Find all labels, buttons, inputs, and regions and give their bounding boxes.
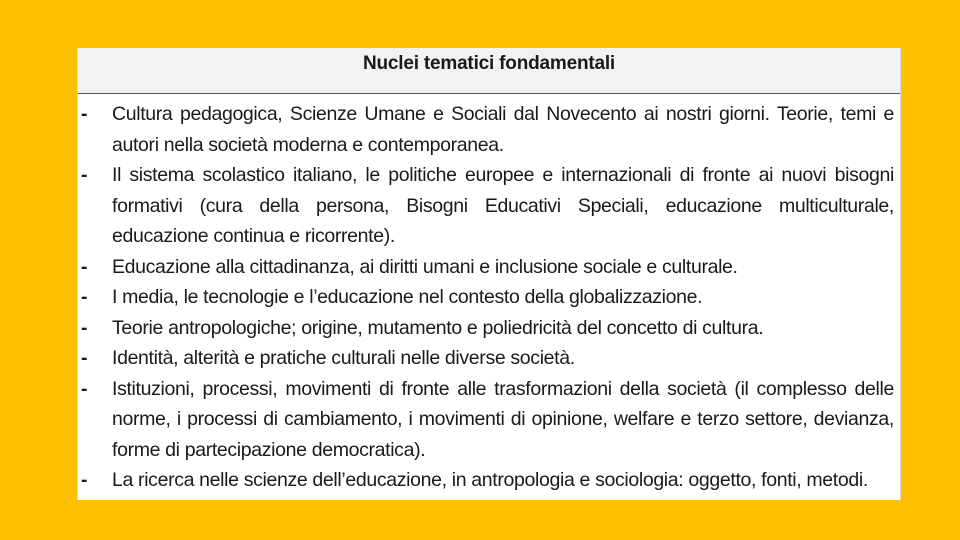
table-header <box>78 48 900 94</box>
list-item <box>78 282 894 313</box>
list-item-text: Identità, alterità e pratiche culturali nelle diverse società. <box>112 347 575 369</box>
dash-bullet: - <box>81 469 88 491</box>
dash-bullet: - <box>81 164 88 186</box>
list-item-text: I media, le tecnologie e l’educazione nel contesto della globalizzazione. <box>112 286 703 308</box>
table-title: Nuclei tematici fondamentali <box>362 53 615 74</box>
list-item <box>78 252 894 283</box>
list-item <box>78 160 894 252</box>
list-item <box>78 343 894 374</box>
list-item <box>78 313 894 344</box>
dash-bullet: - <box>81 286 88 308</box>
list-item <box>78 99 894 160</box>
list-item-text: Istituzioni, processi, movimenti di fronte alle trasformazioni della società (il complesso delle norme, i processi di cambiamento, i movimenti di opinione, welfare e terzo settore, devianza, forme di partecipazione democratica). <box>112 377 894 461</box>
list-item-text: La ricerca nelle scienze dell’educazione, in antropologia e sociologia: oggetto, fonti, metodi. <box>112 469 868 491</box>
list-item-text: Il sistema scolastico italiano, le politiche europee e internazionali di fronte ai nuovi bisogni formativi (cura della persona, Bisogni Educativi Speciali, educazione multiculturale, educazione continua e ricorrente). <box>112 164 894 247</box>
list-item-text: Cultura pedagogica, Scienze Umane e Sociali dal Novecento ai nostri giorni. Teorie, temi e autori nella società moderna e contemporanea. <box>112 103 894 156</box>
list-item-text: Educazione alla cittadinanza, ai diritti umani e inclusione sociale e culturale. <box>112 255 738 278</box>
list-item <box>78 465 894 496</box>
document-card <box>77 48 901 500</box>
list-item-text: Teorie antropologiche; origine, mutamento e poliedricità del concetto di cultura. <box>112 316 764 339</box>
dash-bullet: - <box>81 103 88 125</box>
dash-bullet: - <box>81 255 88 278</box>
dash-bullet: - <box>81 316 88 339</box>
topic-list <box>78 94 900 496</box>
list-item <box>78 374 894 466</box>
dash-bullet: - <box>81 377 88 400</box>
dash-bullet: - <box>81 347 88 369</box>
